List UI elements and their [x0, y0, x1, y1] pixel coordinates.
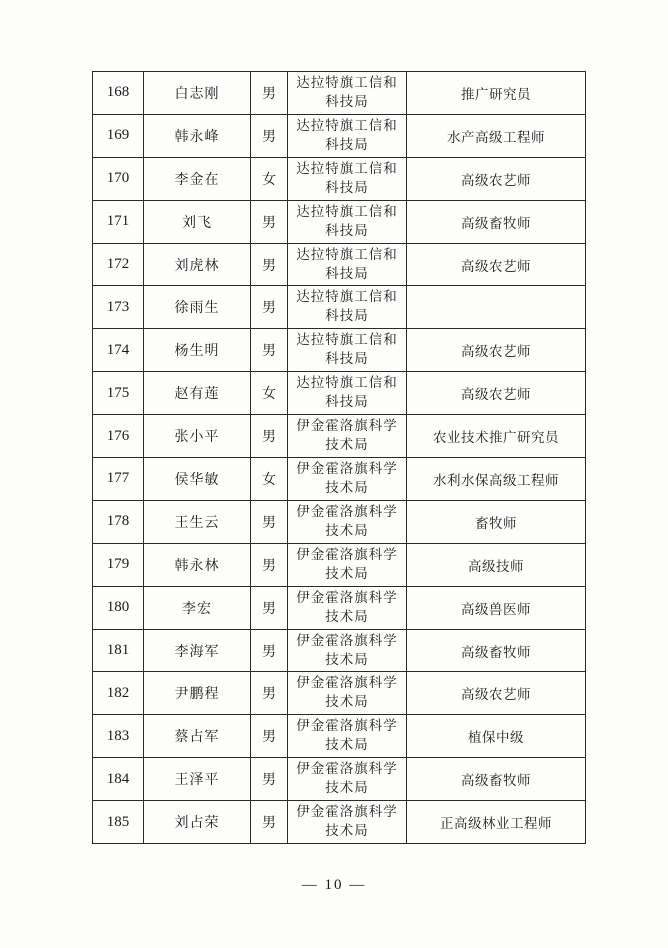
professional-title-cell: 农业技术推广研究员: [407, 415, 586, 458]
row-number-cell: 184: [93, 758, 144, 801]
row-number-cell: 173: [93, 286, 144, 329]
organization-line-2: 技术局: [325, 823, 369, 840]
gender-cell: 女: [251, 157, 288, 200]
professional-title-cell: 水产高级工程师: [407, 114, 586, 157]
gender-cell: 男: [251, 672, 288, 715]
organization-line-1: 达拉特旗工信和: [296, 246, 398, 263]
gender-cell: 男: [251, 758, 288, 801]
professional-title-cell: 高级农艺师: [407, 243, 586, 286]
name-cell: 韩永林: [144, 543, 251, 586]
professional-title-cell: 高级农艺师: [407, 329, 586, 372]
row-number-cell: 183: [93, 715, 144, 758]
table-row: [93, 715, 586, 758]
organization-cell: [288, 157, 407, 200]
table-row: [93, 500, 586, 543]
gender-cell: 男: [251, 329, 288, 372]
name-cell: 杨生明: [144, 329, 251, 372]
name-cell: 李宏: [144, 586, 251, 629]
organization-line-1: 达拉特旗工信和: [296, 117, 398, 134]
organization-cell: [288, 415, 407, 458]
organization-cell: [288, 586, 407, 629]
organization-line-2: 技术局: [325, 780, 369, 797]
organization-cell: [288, 372, 407, 415]
gender-cell: 男: [251, 500, 288, 543]
organization-line-2: 科技局: [325, 394, 369, 411]
personnel-table: [92, 71, 586, 844]
row-number-cell: 175: [93, 372, 144, 415]
professional-title-cell: 正高级林业工程师: [407, 801, 586, 844]
organization-line-1: 伊金霍洛旗科学: [296, 460, 398, 477]
page-number: — 10 —: [301, 877, 367, 893]
organization-line-2: 技术局: [325, 565, 369, 582]
table-row: [93, 114, 586, 157]
gender-cell: 男: [251, 801, 288, 844]
name-cell: 徐雨生: [144, 286, 251, 329]
organization-line-2: 技术局: [325, 694, 369, 711]
name-cell: 李海军: [144, 629, 251, 672]
row-number-cell: 174: [93, 329, 144, 372]
organization-cell: [288, 629, 407, 672]
row-number-cell: 182: [93, 672, 144, 715]
organization-line-1: 达拉特旗工信和: [296, 332, 398, 349]
table-row: [93, 629, 586, 672]
organization-line-1: 伊金霍洛旗科学: [296, 589, 398, 606]
organization-line-1: 伊金霍洛旗科学: [296, 418, 398, 435]
gender-cell: 男: [251, 543, 288, 586]
organization-cell: [288, 200, 407, 243]
table-row: [93, 286, 586, 329]
organization-line-1: 达拉特旗工信和: [296, 203, 398, 220]
organization-line-1: 达拉特旗工信和: [296, 289, 398, 306]
organization-cell: [288, 243, 407, 286]
organization-line-2: 技术局: [325, 479, 369, 496]
table-row: [93, 200, 586, 243]
organization-cell: [288, 329, 407, 372]
table-row: [93, 243, 586, 286]
organization-line-1: 伊金霍洛旗科学: [296, 546, 398, 563]
organization-line-2: 科技局: [325, 136, 369, 153]
row-number-cell: 180: [93, 586, 144, 629]
gender-cell: 女: [251, 458, 288, 501]
professional-title-cell: 高级农艺师: [407, 157, 586, 200]
organization-line-1: 伊金霍洛旗科学: [296, 632, 398, 649]
organization-line-2: 技术局: [325, 608, 369, 625]
gender-cell: 男: [251, 200, 288, 243]
table-body: [93, 72, 586, 844]
organization-line-2: 技术局: [325, 437, 369, 454]
gender-cell: 女: [251, 372, 288, 415]
professional-title-cell: 高级畜牧师: [407, 200, 586, 243]
name-cell: 蔡占军: [144, 715, 251, 758]
professional-title-cell: 推广研究员: [407, 72, 586, 115]
organization-line-1: 伊金霍洛旗科学: [296, 761, 398, 778]
gender-cell: 男: [251, 415, 288, 458]
row-number-cell: 170: [93, 157, 144, 200]
professional-title-cell: 高级农艺师: [407, 672, 586, 715]
name-cell: 王泽平: [144, 758, 251, 801]
row-number-cell: 171: [93, 200, 144, 243]
name-cell: 刘虎林: [144, 243, 251, 286]
organization-line-1: 达拉特旗工信和: [296, 375, 398, 392]
name-cell: 李金在: [144, 157, 251, 200]
name-cell: 白志刚: [144, 72, 251, 115]
organization-cell: [288, 758, 407, 801]
name-cell: 刘占荣: [144, 801, 251, 844]
professional-title-cell: 高级兽医师: [407, 586, 586, 629]
professional-title-cell: 水利水保高级工程师: [407, 458, 586, 501]
organization-line-1: 伊金霍洛旗科学: [296, 503, 398, 520]
name-cell: 张小平: [144, 415, 251, 458]
professional-title-cell: 高级技师: [407, 543, 586, 586]
professional-title-cell: 高级畜牧师: [407, 629, 586, 672]
gender-cell: 男: [251, 586, 288, 629]
gender-cell: 男: [251, 715, 288, 758]
row-number-cell: 179: [93, 543, 144, 586]
organization-cell: [288, 543, 407, 586]
organization-line-2: 科技局: [325, 222, 369, 239]
organization-line-2: 技术局: [325, 522, 369, 539]
table-row: [93, 458, 586, 501]
organization-cell: [288, 500, 407, 543]
organization-cell: [288, 72, 407, 115]
organization-line-2: 科技局: [325, 179, 369, 196]
row-number-cell: 177: [93, 458, 144, 501]
professional-title-cell: 高级畜牧师: [407, 758, 586, 801]
organization-cell: [288, 114, 407, 157]
organization-cell: [288, 458, 407, 501]
organization-cell: [288, 715, 407, 758]
professional-title-cell: [407, 286, 586, 329]
organization-line-2: 技术局: [325, 737, 369, 754]
professional-title-cell: 畜牧师: [407, 500, 586, 543]
organization-line-1: 达拉特旗工信和: [296, 160, 398, 177]
gender-cell: 男: [251, 243, 288, 286]
table-row: [93, 72, 586, 115]
organization-line-2: 科技局: [325, 351, 369, 368]
table-row: [93, 758, 586, 801]
organization-line-2: 科技局: [325, 308, 369, 325]
table-row: [93, 415, 586, 458]
name-cell: 刘飞: [144, 200, 251, 243]
row-number-cell: 185: [93, 801, 144, 844]
organization-cell: [288, 286, 407, 329]
organization-line-1: 伊金霍洛旗科学: [296, 675, 398, 692]
table-row: [93, 329, 586, 372]
table-row: [93, 801, 586, 844]
organization-line-2: 科技局: [325, 265, 369, 282]
organization-line-2: 科技局: [325, 93, 369, 110]
name-cell: 尹鹏程: [144, 672, 251, 715]
name-cell: 韩永峰: [144, 114, 251, 157]
name-cell: 赵有莲: [144, 372, 251, 415]
professional-title-cell: 植保中级: [407, 715, 586, 758]
row-number-cell: 172: [93, 243, 144, 286]
table-row: [93, 586, 586, 629]
gender-cell: 男: [251, 286, 288, 329]
table-row: [93, 372, 586, 415]
table-row: [93, 157, 586, 200]
row-number-cell: 178: [93, 500, 144, 543]
name-cell: 侯华敏: [144, 458, 251, 501]
table-row: [93, 672, 586, 715]
gender-cell: 男: [251, 114, 288, 157]
organization-line-1: 伊金霍洛旗科学: [296, 804, 398, 821]
name-cell: 王生云: [144, 500, 251, 543]
organization-cell: [288, 801, 407, 844]
row-number-cell: 181: [93, 629, 144, 672]
organization-cell: [288, 672, 407, 715]
row-number-cell: 168: [93, 72, 144, 115]
row-number-cell: 176: [93, 415, 144, 458]
gender-cell: 男: [251, 629, 288, 672]
row-number-cell: 169: [93, 114, 144, 157]
table-row: [93, 543, 586, 586]
professional-title-cell: 高级农艺师: [407, 372, 586, 415]
organization-line-1: 伊金霍洛旗科学: [296, 718, 398, 735]
organization-line-2: 技术局: [325, 651, 369, 668]
organization-line-1: 达拉特旗工信和: [296, 74, 398, 91]
gender-cell: 男: [251, 72, 288, 115]
